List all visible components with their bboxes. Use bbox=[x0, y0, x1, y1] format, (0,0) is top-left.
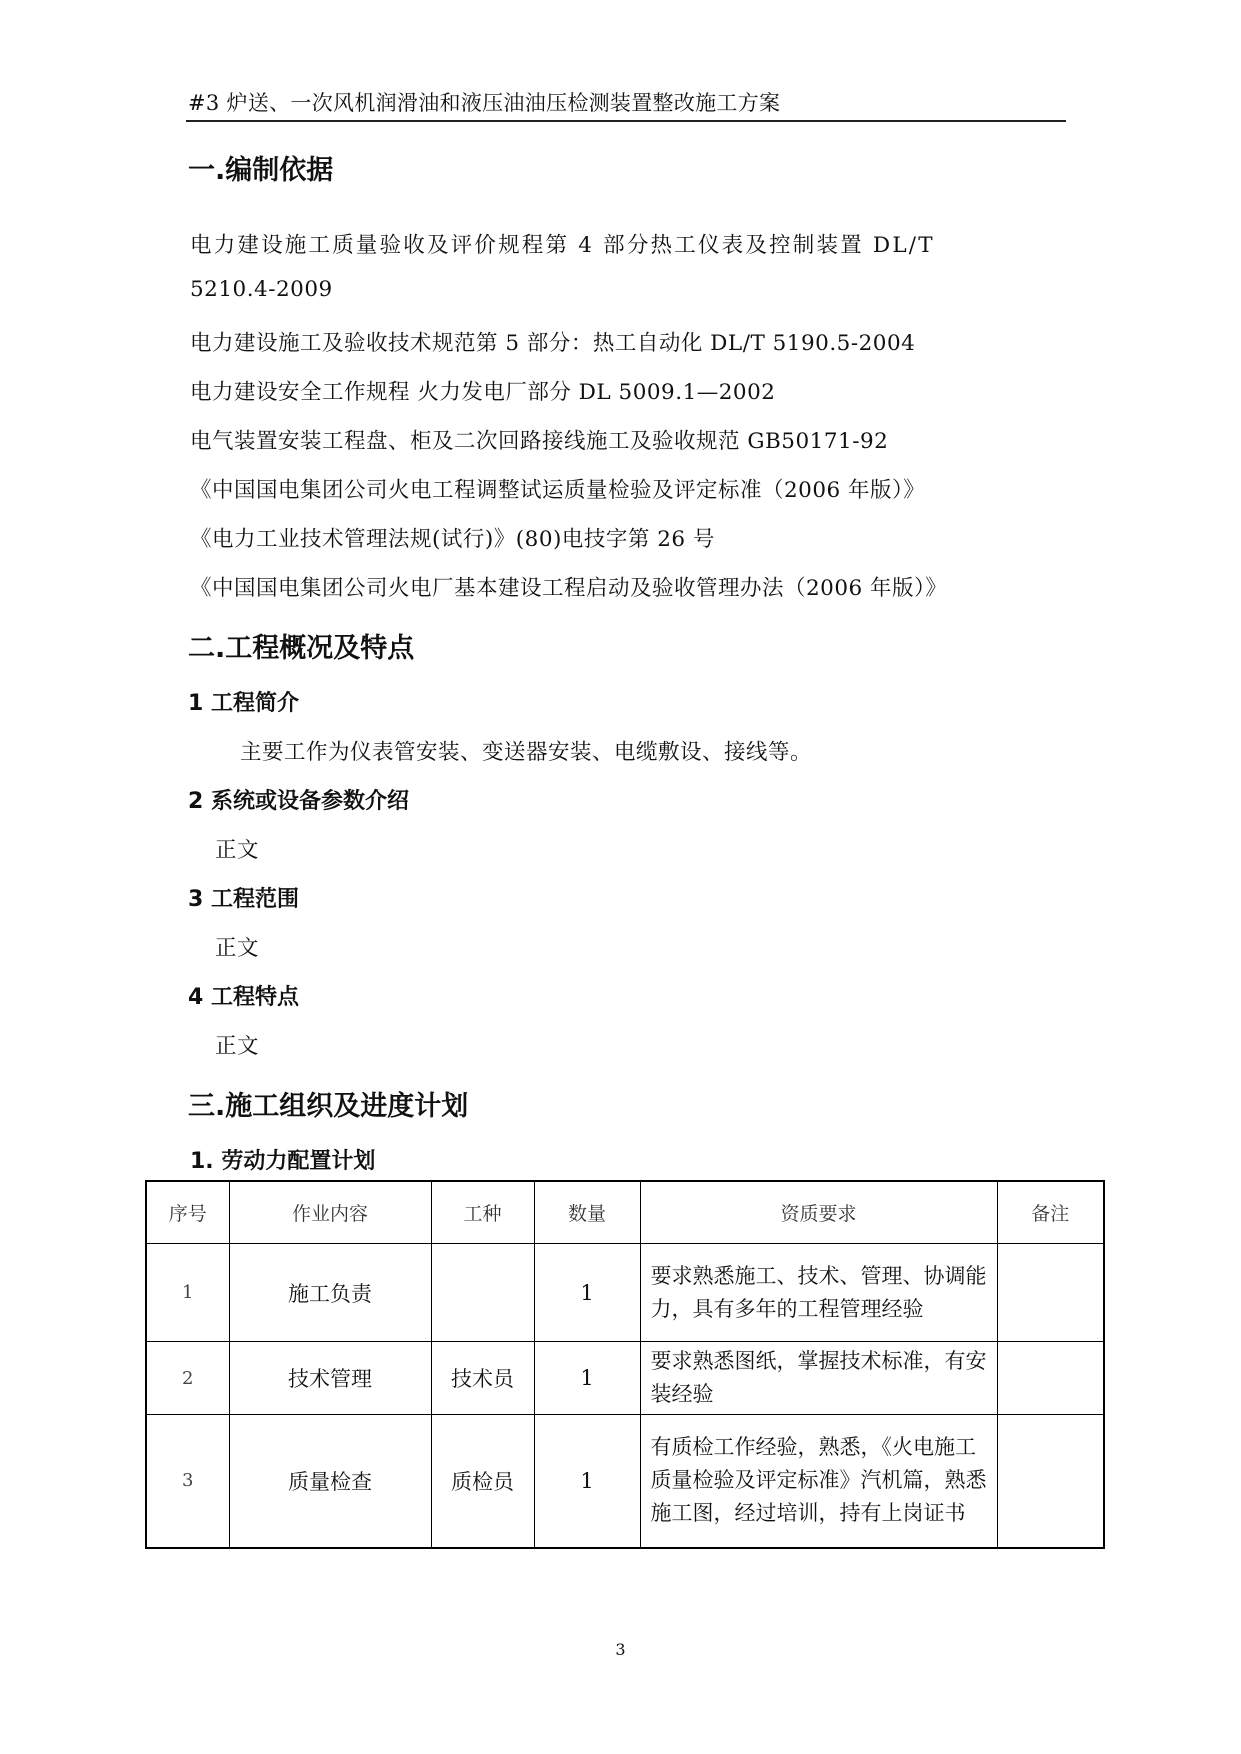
section-2-title: 二.工程概况及特点 bbox=[188, 633, 415, 664]
row-number: 3 bbox=[146, 1415, 229, 1548]
section-3-title: 三.施工组织及进度计划 bbox=[188, 1091, 469, 1122]
page-number: 3 bbox=[615, 1640, 626, 1659]
subsection-title: 4 工程特点 bbox=[188, 985, 299, 1010]
reference-line: 电气装置安装工程盘、柜及二次回路接线施工及验收规范 GB50171-92 bbox=[190, 429, 889, 454]
qualification-requirement: 要求熟悉图纸，掌握技术标准，有安装经验 bbox=[640, 1342, 997, 1415]
work-content: 技术管理 bbox=[229, 1342, 431, 1415]
work-type: 技术员 bbox=[431, 1342, 534, 1415]
remarks bbox=[997, 1244, 1104, 1342]
remarks bbox=[997, 1342, 1104, 1415]
row-number: 2 bbox=[146, 1342, 229, 1415]
reference-line: 电力建设施工质量验收及评价规程第 4 部分热工仪表及控制装置 DL/T bbox=[190, 233, 935, 258]
reference-line: 电力建设安全工作规程 火力发电厂部分 DL 5009.1—2002 bbox=[190, 380, 776, 405]
subsection-title: 3 工程范围 bbox=[188, 887, 299, 912]
work-type: 质检员 bbox=[431, 1415, 534, 1548]
header-cell: 数量 bbox=[534, 1181, 640, 1244]
paragraph: 主要工作为仪表管安装、变送器安装、电缆敷设、接线等。 bbox=[240, 740, 813, 765]
header-cell: 资质要求 bbox=[640, 1181, 997, 1244]
paragraph: 正文 bbox=[215, 838, 260, 863]
header-cell: 备注 bbox=[997, 1181, 1104, 1244]
page-header bbox=[186, 84, 1066, 122]
header-cell: 作业内容 bbox=[229, 1181, 431, 1244]
qualification-requirement: 有质检工作经验，熟悉，《火电施工质量检验及评定标准》汽机篇，熟悉施工图，经过培训，持有上岗证书 bbox=[640, 1415, 997, 1548]
header-cell: 工种 bbox=[431, 1181, 534, 1244]
table-header-row bbox=[146, 1181, 1104, 1244]
reference-line: 电力建设施工及验收技术规范第 5 部分：热工自动化 DL/T 5190.5-2004 bbox=[190, 331, 916, 356]
section-1-title: 一.编制依据 bbox=[188, 155, 334, 186]
paragraph: 正文 bbox=[215, 1034, 260, 1059]
subsection-title: 2 系统或设备参数介绍 bbox=[188, 789, 409, 814]
work-type bbox=[431, 1244, 534, 1342]
work-content: 施工负责 bbox=[229, 1244, 431, 1342]
header-title: #3 炉送、一次风机润滑油和液压油油压检测装置整改施工方案 bbox=[188, 91, 781, 115]
headcount: 1 bbox=[534, 1342, 640, 1415]
paragraph: 正文 bbox=[215, 936, 260, 961]
subsection-title: 1 工程简介 bbox=[188, 691, 299, 716]
row-number: 1 bbox=[146, 1244, 229, 1342]
remarks bbox=[997, 1415, 1104, 1548]
work-content: 质量检查 bbox=[229, 1415, 431, 1548]
header-cell: 序号 bbox=[146, 1181, 229, 1244]
table-row bbox=[146, 1342, 1104, 1415]
table-row bbox=[146, 1244, 1104, 1342]
table-row bbox=[146, 1415, 1104, 1548]
reference-line: 5210.4-2009 bbox=[190, 277, 333, 302]
labor-plan-table bbox=[145, 1180, 1105, 1549]
reference-line: 《中国国电集团公司火电工程调整试运质量检验及评定标准（2006 年版）》 bbox=[190, 478, 926, 503]
reference-line: 《电力工业技术管理法规(试行)》(80)电技字第 26 号 bbox=[190, 527, 715, 552]
headcount: 1 bbox=[534, 1244, 640, 1342]
subsection-title: 1. 劳动力配置计划 bbox=[190, 1149, 376, 1174]
headcount: 1 bbox=[534, 1415, 640, 1548]
reference-line: 《中国国电集团公司火电厂基本建设工程启动及验收管理办法（2006 年版）》 bbox=[190, 576, 948, 601]
qualification-requirement: 要求熟悉施工、技术、管理、协调能力，具有多年的工程管理经验 bbox=[640, 1244, 997, 1342]
